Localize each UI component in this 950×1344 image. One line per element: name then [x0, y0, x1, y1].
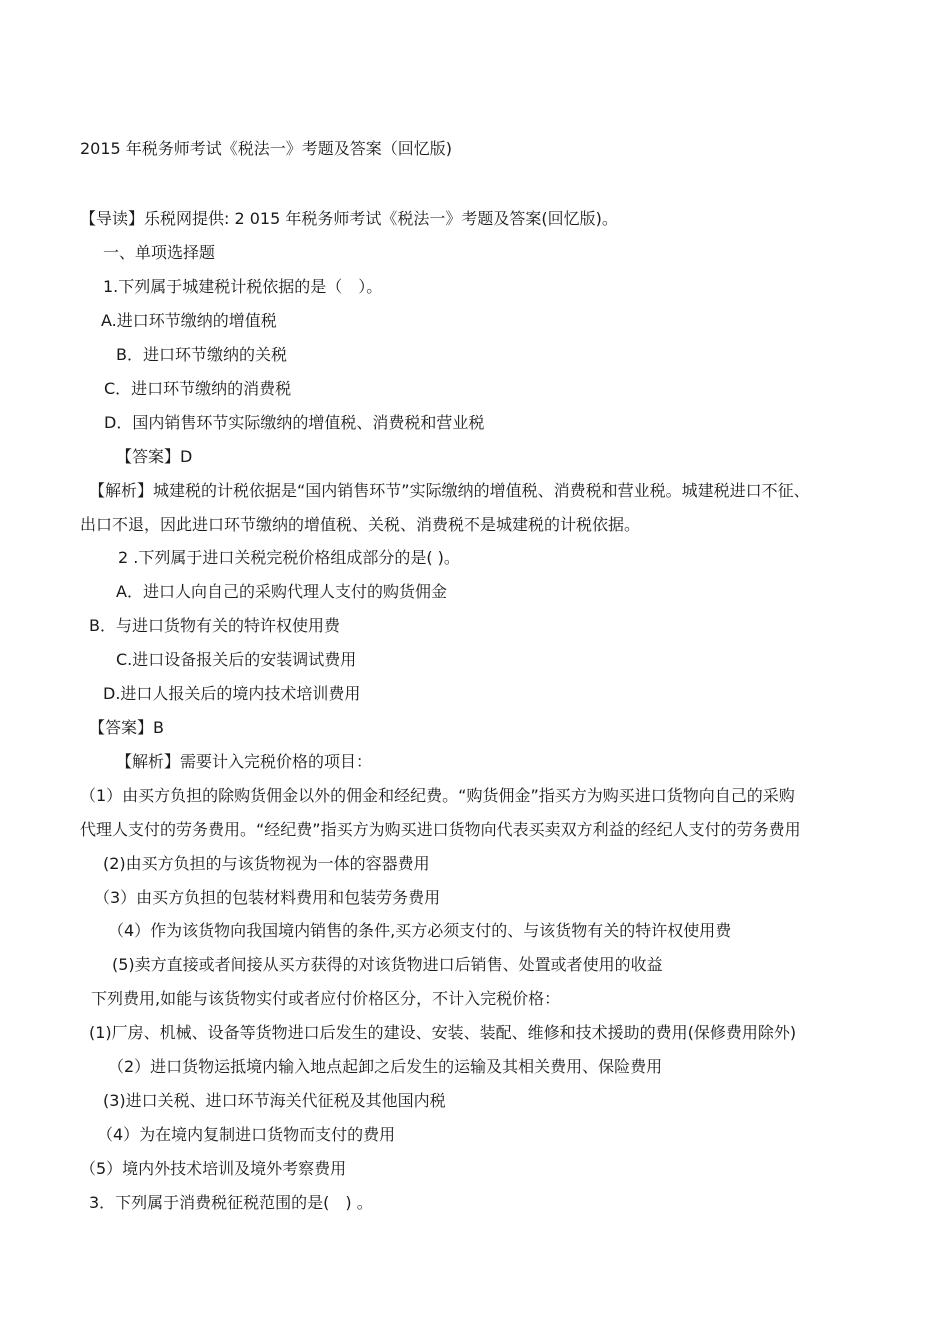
option-2d: D.进口人报关后的境内技术培训费用 — [103, 684, 361, 703]
question-2: 2 .下列属于进口关税完税价格组成部分的是( )。 — [118, 548, 460, 567]
answer-2: 【答案】B — [89, 718, 164, 737]
analysis-1-line-1: 【解析】城建税的计税依据是“国内销售环节”实际缴纳的增值税、消费税和营业税。城建税进口不征、 — [89, 481, 810, 500]
analysis-2-item-4: （4）作为该货物向我国境内销售的条件,买方必须支付的、与该货物有关的特许权使用费 — [108, 921, 732, 940]
excluded-item-1: (1)厂房、机械、设备等货物进口后发生的建设、安装、装配、维修和技术援助的费用(保修费用除外) — [89, 1023, 797, 1042]
analysis-2-item-1-line-2: 代理人支付的劳务费用。“经纪费”指买方为购买进口货物向代表买卖双方利益的经纪人支付的劳务费用 — [80, 820, 801, 839]
analysis-1-line-2: 出口不退，因此进口环节缴纳的增值税、关税、消费税不是城建税的计税依据。 — [80, 515, 641, 534]
option-1b: B．进口环节缴纳的关税 — [116, 345, 287, 364]
option-1c: C．进口环节缴纳的消费税 — [104, 379, 292, 398]
answer-1: 【答案】D — [116, 447, 193, 466]
intro-line: 【导读】乐税网提供: 2 015 年税务师考试《税法一》考题及答案(回忆版)。 — [80, 209, 618, 228]
excluded-costs-intro: 下列费用,如能与该货物实付或者应付价格区分，不计入完税价格： — [91, 989, 561, 1008]
option-1d: D．国内销售环节实际缴纳的增值税、消费税和营业税 — [104, 413, 485, 432]
excluded-item-5: （5）境内外技术培训及境外考察费用 — [80, 1159, 347, 1178]
analysis-2-item-3: （3）由买方负担的包装材料费用和包装劳务费用 — [94, 888, 441, 907]
excluded-item-4: （4）为在境内复制进口货物而支付的费用 — [97, 1125, 396, 1144]
analysis-2-item-2: (2)由买方负担的与该货物视为一体的容器费用 — [103, 854, 430, 873]
option-2c: C.进口设备报关后的安装调试费用 — [116, 650, 357, 669]
analysis-2-intro: 【解析】需要计入完税价格的项目： — [116, 752, 373, 771]
option-1a: A.进口环节缴纳的增值税 — [101, 311, 277, 330]
section-heading: 一、单项选择题 — [103, 243, 216, 262]
question-1: 1.下列属于城建税计税依据的是（ ）。 — [103, 277, 383, 296]
analysis-2-item-5: (5)卖方直接或者间接从买方获得的对该货物进口后销售、处置或者使用的收益 — [112, 955, 663, 974]
excluded-item-3: (3)进口关税、进口环节海关代征税及其他国内税 — [103, 1091, 446, 1110]
question-3: 3．下列属于消费税征税范围的是( ) 。 — [89, 1193, 373, 1212]
option-2a: A．进口人向自己的采购代理人支付的购货佣金 — [116, 582, 447, 601]
option-2b: B．与进口货物有关的特许权使用费 — [89, 616, 340, 635]
analysis-2-item-1-line-1: （1）由买方负担的除购货佣金以外的佣金和经纪费。“购货佣金”指买方为购买进口货物向自己的采购 — [80, 786, 795, 805]
excluded-item-2: （2）进口货物运抵境内输入地点起卸之后发生的运输及其相关费用、保险费用 — [108, 1057, 663, 1076]
document-title: 2015 年税务师考试《税法一》考题及答案（回忆版) — [80, 139, 453, 158]
